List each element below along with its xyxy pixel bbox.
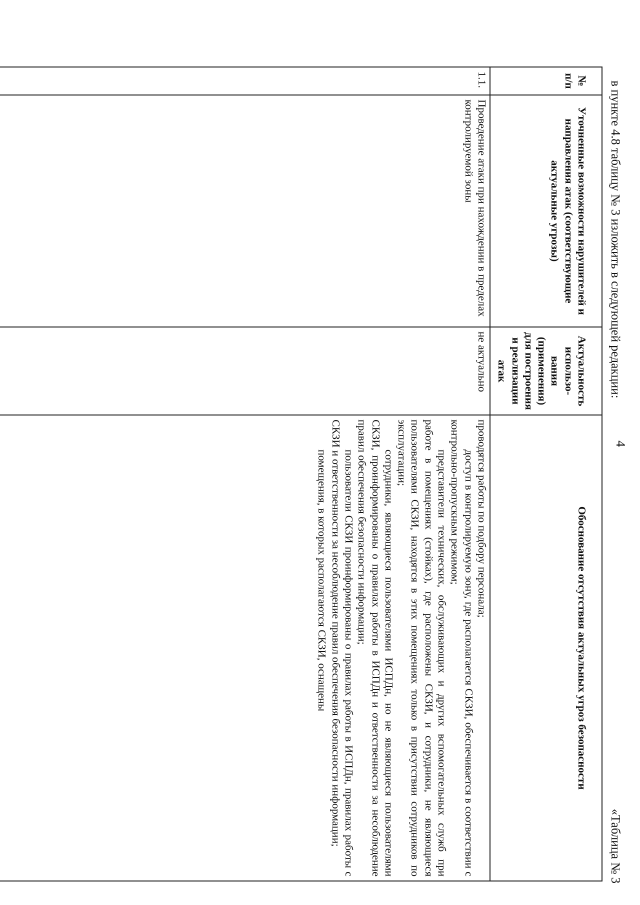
justification-line: представители технических, обслуживающих и других вспомогательных служб при работе в помещениях (стойках), где расположены СКЗИ, и сотрудники, не являющиеся пользователями СКЗИ, находятся в этих помещениях только в присутствии сотрудников по эксплуатации; xyxy=(395,419,448,876)
threats-table xyxy=(0,66,602,881)
row-number: 1.1. xyxy=(0,67,489,95)
table-label: «Таблица № 3 xyxy=(608,808,622,883)
justification-line: помещения, в которых располагаются СКЗИ, оснащены xyxy=(315,449,328,711)
table-header-row xyxy=(489,67,601,881)
header-justification: Обоснование отсутствия актуальных угроз безопасности xyxy=(489,415,601,881)
row-justification xyxy=(0,415,489,881)
justification-line: пользователи СКЗИ проинформированы о правилах работы в ИСПДн, правилах работы с СКЗИ и ответственности за несоблюдение правил обеспечения безопасности информации; xyxy=(328,419,354,876)
justification-line: сотрудники, являющиеся пользователями ИСПДн, но не являющиеся пользователями СКЗИ, проинформированы о правилах работы в ИСПДн и ответственности за несоблюдение правил обеспечения безопасности информации; xyxy=(355,419,394,876)
row-capability: Проведение атаки при нахождении в пределах контролируемой зоны xyxy=(0,95,489,327)
intro-text: в пункте 4.8 таблицу № 3 изложить в следующей редакции: xyxy=(608,80,622,398)
table-row xyxy=(0,67,489,881)
justification-line: доступ в контролируемую зону, где располагается СКЗИ, обеспечивается в соответствии с контрольно-пропускным режимом; xyxy=(448,419,474,876)
justification-line: проводятся работы по подбору персонала; xyxy=(474,419,487,618)
row-relevance: не актуально xyxy=(0,327,489,415)
header-number: № п/п xyxy=(489,67,601,95)
header-capabilities: Уточненные возможности нарушителей и направления атак (соответствующие актуальные угрозы) xyxy=(489,95,601,327)
page-number: 4 xyxy=(613,440,628,447)
header-relevance: Актуальность использо- вания (применения) для построения и реализации атак xyxy=(489,327,601,415)
